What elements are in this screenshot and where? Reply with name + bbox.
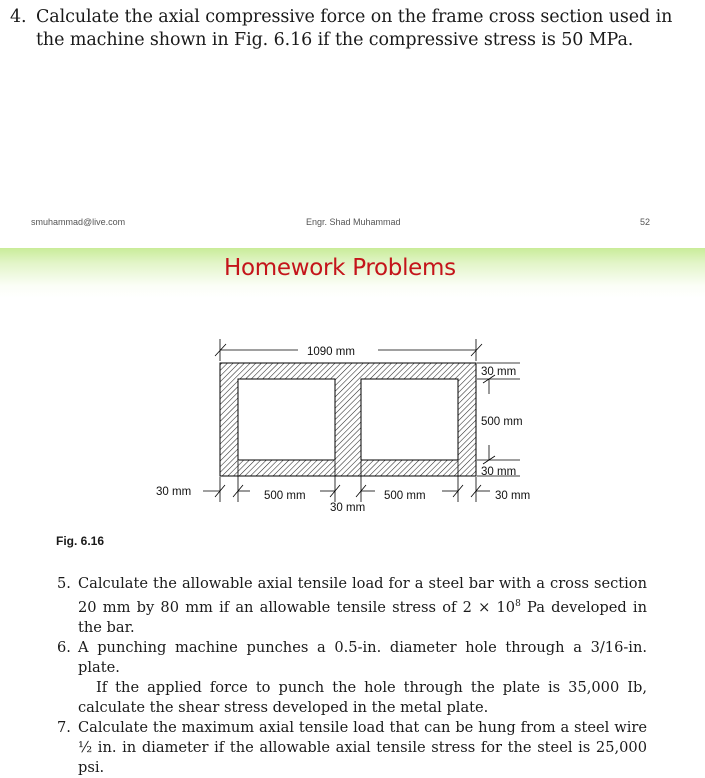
- bottom-flange-label: 30 mm: [481, 466, 517, 478]
- section-title: Homework Problems: [224, 255, 456, 281]
- question-text: A punching machine punches a 0.5-in. diameter hole through a 3/16-in. plate.: [78, 638, 647, 676]
- question-text: Calculate the allowable axial tensile load for a steel bar with a cross section 20 mm by 80 mm if an allowable tensile stress of 2 × 10: [78, 575, 647, 616]
- question-text-cont: Pa developed in the bar.: [78, 598, 647, 636]
- overall-width-label: 1090 mm: [307, 346, 355, 358]
- question-number: 5.: [57, 575, 71, 592]
- exponent: 8: [515, 599, 521, 609]
- question-text: Calculate the maximum axial tensile load that can be hung from a steel wire ½ in. in diameter if the allowable axial tensile stress for the steel is 25,000 psi.: [78, 718, 647, 776]
- page-footer: [0, 217, 705, 231]
- question-4: [10, 6, 700, 52]
- footer-email: smuhammad@live.com: [31, 217, 126, 227]
- top-flange-label: 30 mm: [481, 366, 517, 378]
- footer-page-number: 52: [640, 217, 651, 227]
- left-wall-label: 30 mm: [156, 486, 192, 498]
- question-number: 4.: [10, 7, 27, 27]
- question-7: [57, 718, 647, 778]
- left-cell: [238, 379, 335, 460]
- right-cell-width-label: 500 mm: [384, 490, 426, 502]
- figure-caption: Fig. 6.16: [56, 534, 105, 548]
- question-text: Calculate the axial compressive force on the frame cross section used in the machine shown in Fig. 6.16 if the compressive stress is 50 MPa.: [36, 7, 673, 50]
- homework-questions: [57, 574, 647, 778]
- question-5: [57, 574, 647, 638]
- frame-cross-section-figure: [0, 330, 705, 530]
- footer-author: Engr. Shad Muhammad: [306, 217, 401, 227]
- middle-wall-label: 30 mm: [330, 502, 366, 514]
- right-cell: [361, 379, 458, 460]
- question-number: 7.: [57, 718, 71, 736]
- question-number: 6.: [57, 638, 71, 656]
- right-wall-label: 30 mm: [495, 490, 531, 502]
- cell-height-label: 500 mm: [481, 416, 523, 428]
- question-6: [57, 638, 647, 718]
- left-cell-width-label: 500 mm: [264, 490, 306, 502]
- question-text-cont: If the applied force to punch the hole through the plate is 35,000 Ib, calculate the shear stress developed in the metal plate.: [78, 678, 647, 716]
